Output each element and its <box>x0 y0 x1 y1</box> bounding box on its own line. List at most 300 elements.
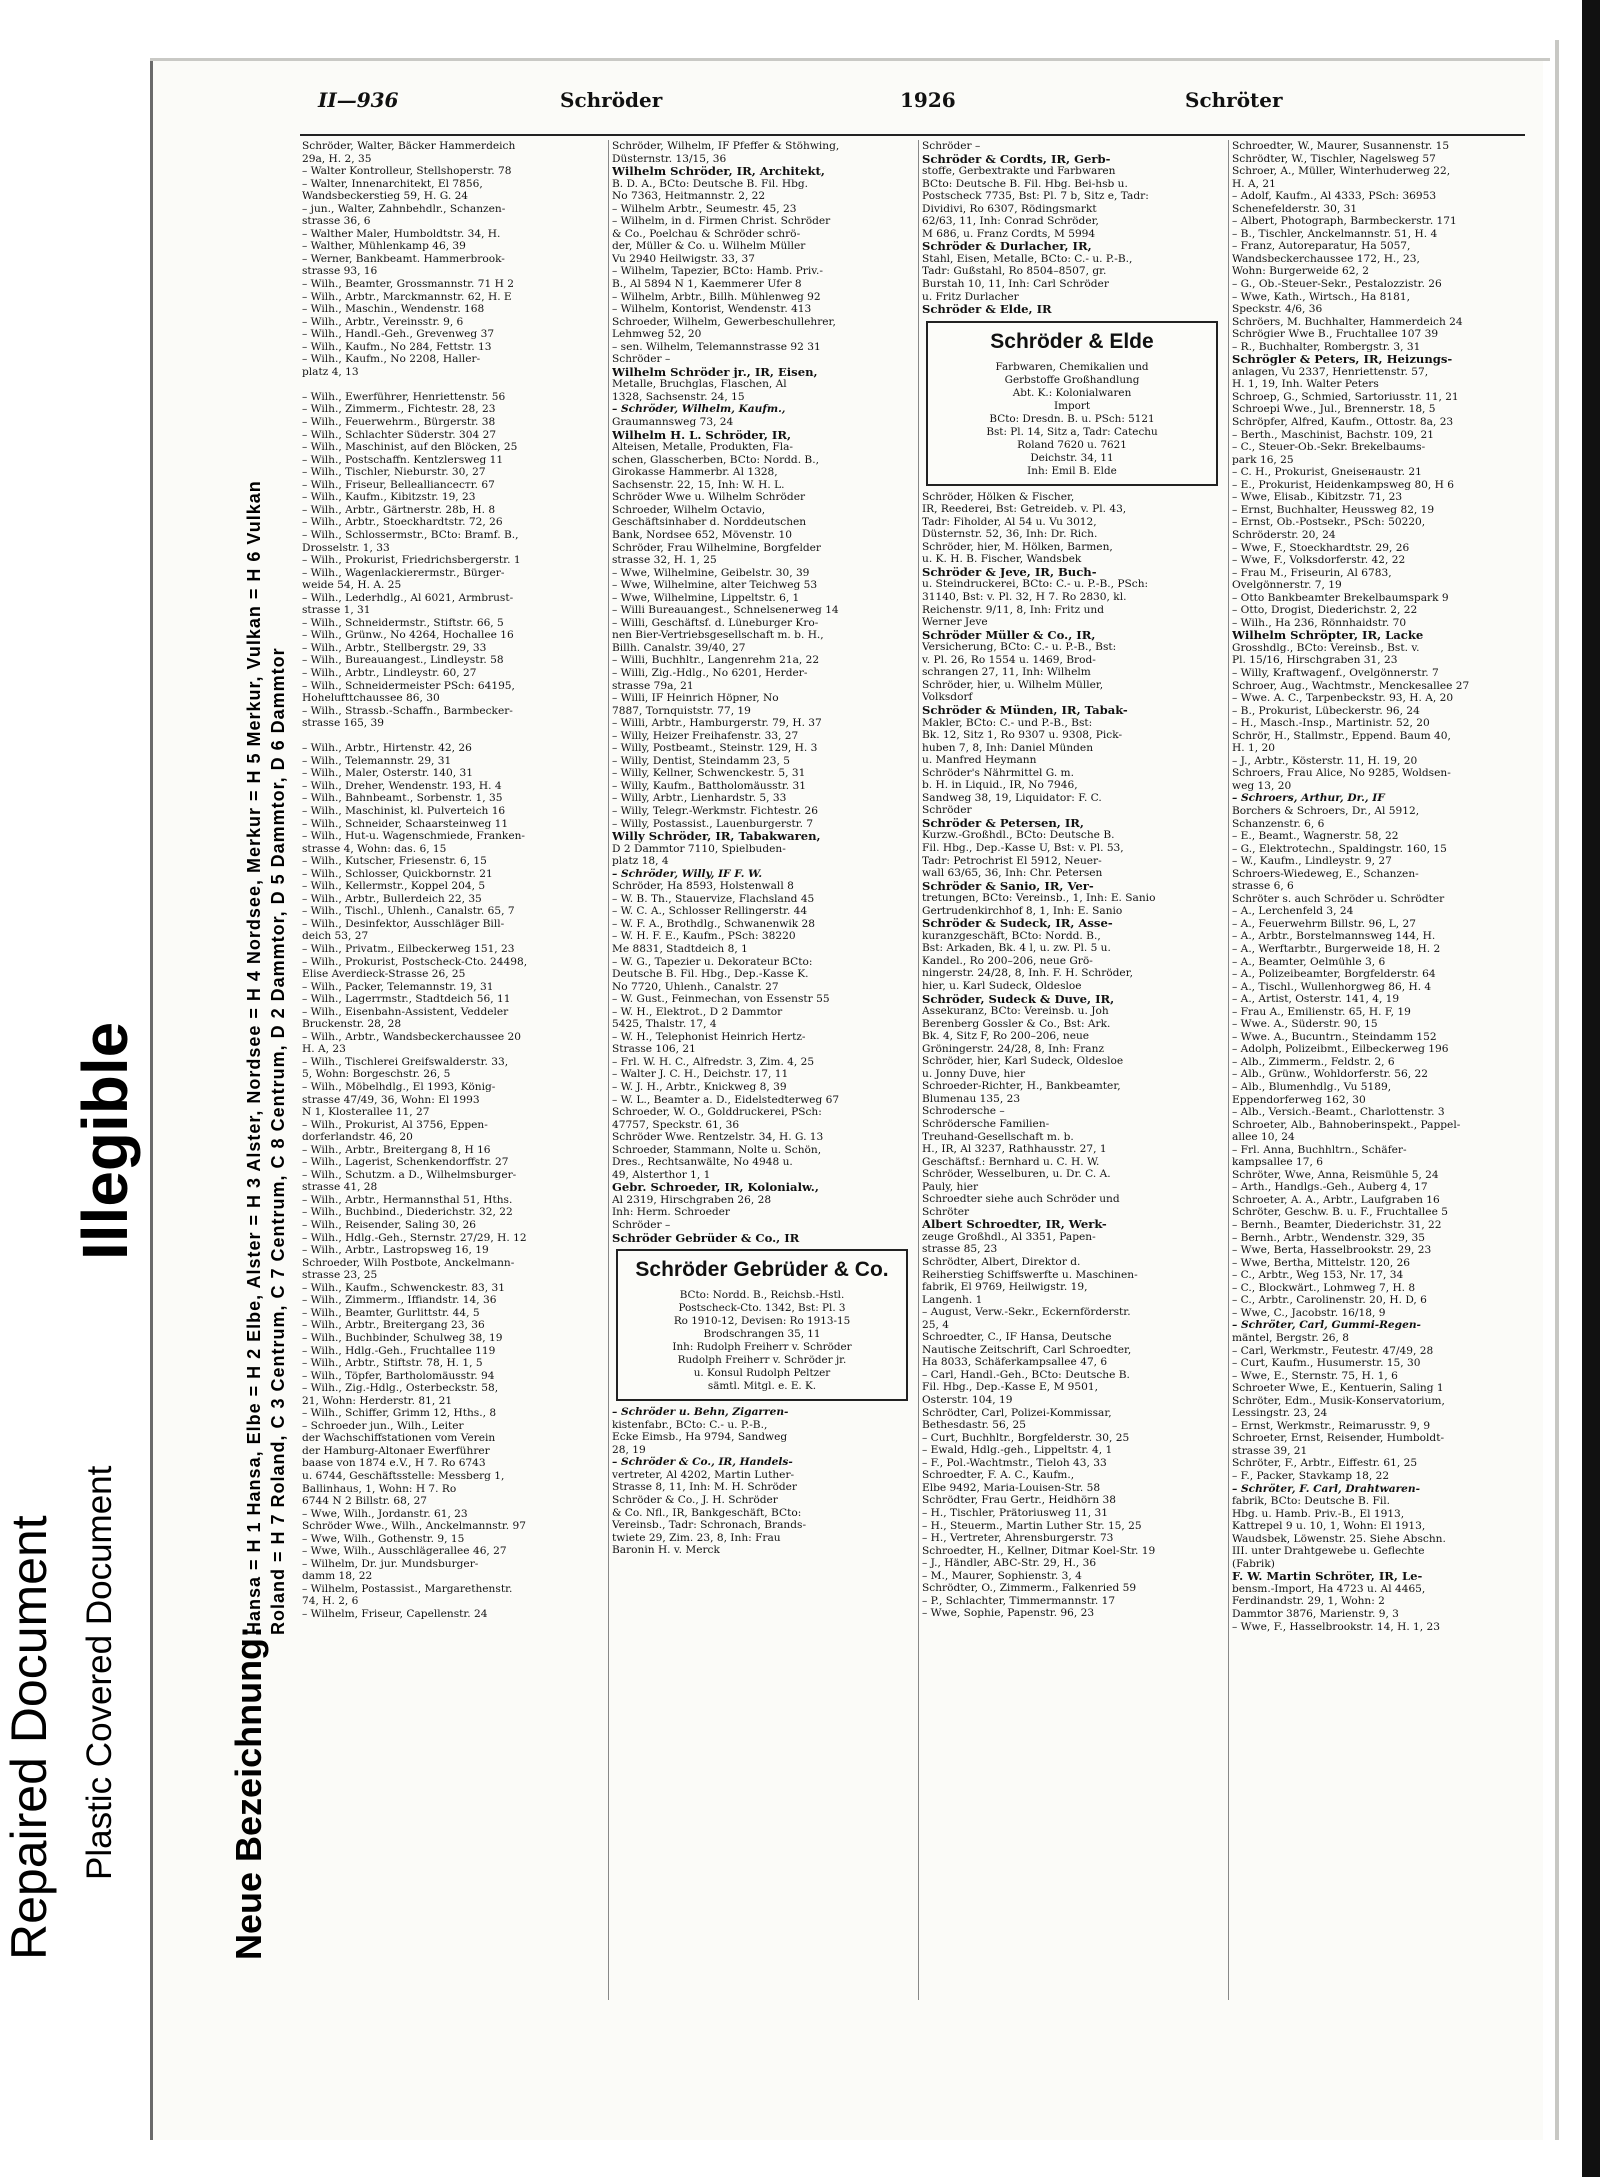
directory-entry-line: dorferlandstr. 46, 20 <box>302 1131 413 1144</box>
directory-entry-line: Vu 2940 Heilwigstr. 33, 37 <box>612 252 756 265</box>
directory-entry-line: Schroers-Wiedeweg, E., Schanzen- <box>1232 867 1419 880</box>
directory-entry-line: vertreter, Al 4202, Martin Luther- <box>612 1468 795 1481</box>
directory-entry-line: III. unter Drahtgewebe u. Geflechte <box>1232 1545 1425 1558</box>
directory-entry-line: – Wilh., Arbtr., Breitergang 23, 36 <box>302 1319 485 1332</box>
directory-entry-line: – Albert, Photograph, Barmbeckerstr. 171 <box>1232 215 1457 228</box>
directory-entry-line: – Willy, Kellner, Schwenckestr. 5, 31 <box>612 767 806 780</box>
directory-entry-line: bensm.-Import, Ha 4723 u. Al 4465, <box>1232 1582 1426 1595</box>
directory-entry-line: Schroepi Wwe., Jul., Brennerstr. 18, 5 <box>1232 403 1436 416</box>
directory-entry-line: strasse 165, 39 <box>302 717 385 730</box>
directory-entry-line: – R., Buchhalter, Rombergstr. 3, 31 <box>1232 340 1421 353</box>
directory-entry-line: – Wilh., Kaufm., No 284, Fettstr. 13 <box>302 340 492 353</box>
directory-entry-line: Schrödersche Familien- <box>922 1118 1050 1130</box>
directory-entry-line: – H., Steuerm., Martin Luther Str. 15, 25 <box>922 1519 1142 1532</box>
directory-entry-line: – Willy, Arbtr., Lienhardstr. 5, 33 <box>612 792 787 805</box>
directory-entry-line: – Bernh., Arbtr., Wendenstr. 329, 35 <box>1232 1231 1426 1244</box>
directory-entry-line: – Wilh., Schneider, Schaarsteinweg 11 <box>302 817 509 830</box>
directory-entry-line: kuranzgeschäft, BCto: Nordd. B., <box>922 929 1101 942</box>
directory-entry-line: schen, Glasscherben, BCto: Nordd. B., <box>612 453 819 466</box>
directory-entry-line: Schrödter, Frau Gertr., Heidhörn 38 <box>922 1494 1116 1507</box>
directory-entry-line: – Wilh., Arbtr., Wandsbeckerchaussee 20 <box>302 1030 522 1043</box>
directory-entry-line: Bst: Arkaden, Bk. 4 l, u. zw. Pl. 5 u. <box>922 942 1111 955</box>
ad-title: Schröder Gebrüder & Co. <box>635 1258 889 1282</box>
directory-entry-line: – A., Polizeibeamter, Borgfelderstr. 64 <box>1232 968 1436 981</box>
directory-entry-line: – Wilhelm, in d. Firmen Christ. Schröder <box>612 215 831 228</box>
directory-entry-line: – Wilhelm, Kontorist, Wendenstr. 413 <box>612 303 812 316</box>
directory-entry-line: – C., Arbtr., Carolinenstr. 20, H. D, 6 <box>1232 1294 1427 1307</box>
directory-entry-line: – Curt, Kaufm., Husumerstr. 15, 30 <box>1232 1357 1421 1370</box>
directory-entry-line: Gebr. Schroeder, IR, Kolonialw., <box>612 1181 819 1194</box>
directory-entry-line: – Wwe, Wilh., Gothenstr. 9, 15 <box>302 1532 465 1545</box>
directory-entry-line: – Wwe, Wilh., Ausschlägerallee 46, 27 <box>302 1545 507 1558</box>
directory-entry-line: – Wwe, F., Volksdorferstr. 42, 22 <box>1232 554 1406 567</box>
directory-entry-line: deich 53, 27 <box>302 930 369 943</box>
directory-entry-line: – Schroeder jun., Wilh., Leiter <box>302 1419 464 1432</box>
directory-entry-line: – Wilh., Arbtr., Lindleystr. 60, 27 <box>302 666 477 679</box>
directory-entry-line: strasse 32, H. 1, 25 <box>612 554 717 567</box>
directory-entry-line: – Otto Bankbeamter Brekelbaumspark 9 <box>1232 591 1449 604</box>
directory-entry-line: – Wwe, Wilhelmine, Lippeltstr. 6, 1 <box>612 591 800 604</box>
directory-entry-line: Versicherung, BCto: C.- u. P.-B., Bst: <box>922 641 1117 654</box>
directory-entry-line <box>302 730 602 743</box>
directory-entry-line: & Co. Nfl., IR, Bankgeschäft, BCto: <box>612 1506 802 1519</box>
directory-entry-line: Schroeter, Ernst, Reisender, Humboldt- <box>1232 1432 1445 1445</box>
directory-entry-line: – Wilh., Dreher, Wendenstr. 193, H. 4 <box>302 779 502 792</box>
directory-entry-line: Girokasse Hammerbr. Al 1328, <box>612 466 778 479</box>
directory-entry-line: Schröder, hier, u. Wilhelm Müller, <box>922 678 1104 691</box>
directory-entry-line: – Willy, Postbeamt., Steinstr. 129, H. 3 <box>612 742 818 755</box>
directory-entry-line: – Wilh., Kutscher, Friesenstr. 6, 15 <box>302 855 487 868</box>
directory-entry-line: F. W. Martin Schröter, IR, Le- <box>1232 1570 1423 1583</box>
ad-line: Bst: Pl. 14, Sitz a, Tadr: Catechu <box>986 425 1158 438</box>
directory-entry-line: – Walter Kontrolleur, Stellshoperstr. 78 <box>302 165 512 178</box>
directory-entry-line: – Wilh., Zig.-Hdlg., Osterbeckstr. 58, <box>302 1382 499 1395</box>
directory-entry-line: Schröder & Petersen, IR, <box>922 816 1084 830</box>
directory-entry-line: Gertrudenkirchhof 8, 1, Inh: E. Sanio <box>922 904 1123 917</box>
directory-entry-line: allee 10, 24 <box>1232 1131 1295 1144</box>
directory-entry-line: – Willy, Postassist., Lauenburgerstr. 7 <box>612 817 814 830</box>
directory-column-4 <box>1232 140 1527 2020</box>
directory-entry-line: – Wilh., Feuerwehrm., Bürgerstr. 38 <box>302 416 496 429</box>
directory-entry-line: – A., Feuerwehrm Billstr. 96, L, 27 <box>1232 917 1416 930</box>
directory-entry-line: – P., Schlachter, Timmermannstr. 17 <box>922 1594 1116 1607</box>
directory-entry-line: – Wwe, Berta, Hasselbrookstr. 29, 23 <box>1232 1244 1432 1257</box>
directory-entry-line: weg 13, 20 <box>1232 779 1292 792</box>
directory-entry-line: Burstah 10, 11, Inh: Carl Schröder <box>922 278 1109 291</box>
directory-entry-line: Schröder & Cordts, IR, Gerb- <box>922 152 1111 166</box>
ad-line: Gerbstoffe Großhandlung <box>1004 373 1140 386</box>
directory-entry-line: Schröder – <box>612 1219 671 1232</box>
directory-entry-line: Schroeter Wwe, E., Kentuerin, Saling 1 <box>1232 1382 1444 1395</box>
directory-entry-line: – Wwe, Wilhelmine, alter Teichweg 53 <box>612 579 818 592</box>
directory-entry-line: 5, Wohn: Borgeschstr. 26, 5 <box>302 1068 451 1081</box>
directory-entry-line: Schröter, Edm., Musik-Konservatorium, <box>1232 1394 1445 1407</box>
directory-entry-line: – Walter J. C. H., Deichstr. 17, 11 <box>612 1068 789 1081</box>
directory-entry-line: – Alb., Zimmerm., Feldstr. 2, 6 <box>1232 1055 1395 1068</box>
exchange-codes-line-1: Hansa = H 1 Hansa, Elbe = H 2 Elbe, Alster = H 3 Alster, Nordsee = H 4 Nordsee, Merkur = H 5 Merkur, Vulkan = H 6 Vulkan <box>244 480 264 1635</box>
directory-entry-line: Schroedter, W., Maurer, Susannenstr. 15 <box>1232 140 1450 152</box>
directory-entry-line: – Ernst, Ob.-Postsekr., PSch: 50220, <box>1232 516 1426 529</box>
directory-entry-line: H. 1, 20 <box>1232 742 1275 755</box>
directory-entry-line: Bank, Nordsee 652, Mövenstr. 10 <box>612 528 792 541</box>
directory-entry-line: tretungen, BCto: Vereinsb., 1, Inh: E. Sanio <box>922 892 1156 905</box>
directory-entry-line: Werner Jeve <box>922 616 988 629</box>
directory-entry-line: – Schröder, Willy, IF F. W. <box>612 867 763 880</box>
directory-entry-line: Kattrepel 9 u. 10, 1, Wohn: El 1913, <box>1232 1520 1426 1533</box>
directory-entry-line: Ecke Eimsb., Ha 9794, Sandweg <box>612 1431 788 1444</box>
directory-entry-line: – Ewald, Hdlg.-geh., Lippeltstr. 4, 1 <box>922 1444 1113 1457</box>
directory-entry-line: 6744 N 2 Billstr. 68, 27 <box>302 1495 428 1508</box>
directory-entry-line: – Frl. Anna, Buchhltrn., Schäfer- <box>1232 1143 1407 1156</box>
directory-entry-line: Düsternstr. 52, 36, Inh: Dr. Rich. <box>922 528 1098 541</box>
directory-entry-line: strasse 23, 25 <box>302 1269 378 1282</box>
directory-entry-line: Schroer, Aug., Wachtmstr., Menckesallee 27 <box>1232 679 1470 692</box>
directory-entry-line: H. 1, 19, Inh. Walter Peters <box>1232 378 1379 391</box>
directory-entry-line: strasse 4, Wohn: das. 6, 15 <box>302 842 447 855</box>
directory-entry-line: Alteisen, Metalle, Produkten, Fla- <box>612 441 793 454</box>
directory-entry-line: Gröningerstr. 24/28, 8, Inh: Franz <box>922 1042 1105 1055</box>
directory-entry-line: – Wilh., Maschinist, auf den Blöcken, 25 <box>302 441 518 454</box>
directory-entry-line: – Walter, Innenarchitekt, El 7856, <box>302 177 483 190</box>
directory-entry-line: IR, Reederei, Bst: Getreideb. v. Pl. 43, <box>922 503 1127 516</box>
directory-entry-line: platz 18, 4 <box>612 855 669 868</box>
directory-entry-line: – Wilh., Prokurist, Friedrichsbergerstr. 1 <box>302 554 521 567</box>
directory-entry-line: Schröder, hier, Karl Sudeck, Oldesloe <box>922 1055 1124 1068</box>
directory-entry-line: – W. L., Beamter a. D., Eidelstedterweg 67 <box>612 1093 840 1106</box>
directory-entry-line: Schröder, Frau Wilhelmine, Borgfelder <box>612 541 821 554</box>
directory-entry-line: – Wilh., Arbtr., Hirtenstr. 42, 26 <box>302 742 472 755</box>
directory-entry-line: – Adolph, Polizeibmt., Eilbeckerweg 196 <box>1232 1043 1449 1056</box>
directory-entry-line: Schröder Wwe. Rentzelstr. 34, H. G. 13 <box>612 1131 824 1144</box>
page-right-edge <box>1555 40 1559 2140</box>
directory-entry-line: Schroers, Frau Alice, No 9285, Woldsen- <box>1232 767 1451 780</box>
directory-entry-line: damm 18, 22 <box>302 1570 373 1583</box>
directory-entry-line: Berenberg Gossler & Co., Bst: Ark. <box>922 1017 1111 1030</box>
directory-entry-line: H. A, 21 <box>1232 177 1276 190</box>
directory-entry-line: – Adolf, Kaufm., Al 4333, PSch: 36953 <box>1232 190 1437 203</box>
directory-entry-line: Bk. 12, Sitz 1, Ro 9307 u. 9308, Pick- <box>922 729 1123 742</box>
directory-entry-line: Elise Averdieck-Strasse 26, 25 <box>302 968 466 981</box>
directory-entry-line: – Wilhelm, Tapezier, BCto: Hamb. Priv.- <box>612 265 823 278</box>
directory-entry-line: Schröder & Jeve, IR, Buch- <box>922 565 1097 579</box>
header-rule <box>300 134 1525 136</box>
directory-entry-line: – jun., Walter, Zahnbehdlr., Schanzen- <box>302 202 506 215</box>
directory-entry-line: Schrögler & Peters, IR, Heizungs- <box>1232 353 1453 366</box>
directory-entry-line: – H., Tischler, Prätoriusweg 11, 31 <box>922 1506 1108 1519</box>
directory-entry-line: – Carl, Handl.-Geh., BCto: Deutsche B. <box>922 1368 1130 1381</box>
directory-entry-line: – Arth., Handlgs.-Geh., Auberg 4, 17 <box>1232 1181 1428 1194</box>
directory-entry-line: – Curt, Buchhltr., Borgfelderstr. 30, 25 <box>922 1431 1130 1444</box>
directory-entry-line: 5425, Thalstr. 17, 4 <box>612 1018 717 1031</box>
directory-entry-line: Schröder, Sudeck & Duve, IR, <box>922 992 1115 1006</box>
directory-entry-line: Schenefelderstr. 30, 31 <box>1232 202 1358 215</box>
directory-entry-line: park 16, 25 <box>1232 453 1294 466</box>
directory-entry-line: strasse 1, 31 <box>302 604 371 617</box>
directory-entry-line: – Wilhelm, Dr. jur. Mundsburger- <box>302 1557 479 1570</box>
ad-line: Postscheck-Cto. 1342, Bst: Pl. 3 <box>678 1302 846 1315</box>
directory-entry-line: Borchers & Schroers, Dr., Al 5912, <box>1232 804 1420 817</box>
directory-entry-line: – Wilh., Ha 236, Rönnhaidstr. 70 <box>1232 616 1407 629</box>
directory-entry-line: Billh. Canalstr. 39/40, 27 <box>612 641 746 654</box>
directory-entry-line: – Wilh., Schutzm. a D., Wilhelmsburger- <box>302 1168 517 1181</box>
directory-entry-line: Grosshdlg., BCto: Vereinsb., Bst. v. <box>1232 641 1420 654</box>
directory-entry-line: – Schröder, Wilhelm, Kaufm., <box>612 403 786 416</box>
directory-entry-line: Schroeter, A. A., Arbtr., Laufgraben 16 <box>1232 1193 1440 1206</box>
directory-entry-line: Schrödter, W., Tischler, Nagelsweg 57 <box>1232 152 1436 165</box>
directory-entry-line: B. D. A., BCto: Deutsche B. Fil. Hbg. <box>612 177 809 190</box>
directory-entry-line: – C., Steuer-Ob.-Sekr. Brekelbaums- <box>1232 441 1426 454</box>
directory-entry-line: Schroeder, Stammann, Nolte u. Schön, <box>612 1143 822 1156</box>
directory-entry-line: Blumenau 135, 23 <box>922 1092 1021 1105</box>
directory-entry-line: Albert Schroedter, IR, Werk- <box>922 1218 1107 1231</box>
directory-entry-line: – Wilh., Friseur, Belleallianceстr. 67 <box>302 478 495 491</box>
directory-entry-line: – Willy, Kraftwagenf., Ovelgönnerstr. 7 <box>1232 666 1439 679</box>
directory-entry-line: – Wilh., Prokurist, Al 3756, Eppen- <box>302 1118 488 1131</box>
page-top-edge <box>150 58 1550 61</box>
directory-entry-line: – Wilh., Postschaffn. Kentzlersweg 11 <box>302 453 504 466</box>
directory-entry-line: schrangen 27, 11, Inh: Wilhelm <box>922 666 1091 679</box>
ad-line: BCto: Dresdn. B. u. PSch: 5121 <box>989 412 1155 425</box>
directory-entry-line: strasse 36, 6 <box>302 215 371 228</box>
directory-entry-line: strasse 41, 28 <box>302 1181 378 1194</box>
directory-entry-line: – Wilh., Maschin., Wendenstr. 168 <box>302 303 485 316</box>
directory-entry-line: – Wilh., Schiffer, Grimm 12, Hths., 8 <box>302 1407 497 1420</box>
directory-entry-line: – Wilh., Kaufm., No 2208, Haller- <box>302 353 481 366</box>
directory-entry-line: – Wilh., Tischlerei Greifswalderstr. 33, <box>302 1055 509 1068</box>
directory-entry-line: – W. H., Elektrot., D 2 Dammtor <box>612 1005 783 1018</box>
directory-entry-line: Pl. 15/16, Hirschgraben 31, 23 <box>1232 654 1398 667</box>
directory-entry-line: Me 8831, Stadtdeich 8, 1 <box>612 943 748 955</box>
directory-entry-line: M 686, u. Franz Cordts, M 5994 <box>922 227 1096 240</box>
directory-entry-line: – Wwe, Elisab., Kibitzstr. 71, 23 <box>1232 491 1403 504</box>
directory-entry-line: – A., Arbtr., Borstelmannsweg 144, H. <box>1232 930 1436 943</box>
directory-entry-line: – Alb., Grünw., Wohldorferstr. 56, 22 <box>1232 1068 1428 1081</box>
exchange-codes-line-2: Roland = H 7 Roland, C 3 Centrum, C 7 Centrum, C 8 Centrum, D 2 Dammtor, D 5 Dammtor, D 6 Dammtor <box>268 647 288 1635</box>
directory-entry-line: Bethesdastr. 56, 25 <box>922 1419 1026 1432</box>
directory-entry-line: u. Steindruckerei, BCto: C.- u. P.-B., PSch: <box>922 578 1149 591</box>
directory-entry-line: Schröder Gebrüder & Co., IR <box>612 1231 800 1245</box>
directory-entry-line: No 7363, Heitmannstr. 2, 22 <box>612 190 766 203</box>
directory-entry-line: wall 63/65, 36, Inh: Chr. Petersen <box>922 867 1103 880</box>
ad-line: Rudolph Freiherr v. Schröder jr. <box>677 1354 847 1367</box>
directory-entry-line: Treuhand-Gesellschaft m. b. <box>922 1130 1074 1143</box>
illegible-label: Illegible <box>69 1021 141 1260</box>
directory-entry-line: Schröder's Nährmittel G. m. <box>922 766 1074 779</box>
directory-entry-line: – Wilh., Beamter, Gurlittstr. 44, 5 <box>302 1306 480 1319</box>
directory-entry-line: Strasse 106, 21 <box>612 1043 696 1056</box>
directory-entry-line: – Wilh., Bureauangest., Lindleystr. 58 <box>302 654 504 667</box>
directory-entry-line: Schrödter, Carl, Polizei-Kommissar, <box>922 1406 1112 1419</box>
directory-entry-line: – Wilh., Arbtr., Bullerdeich 22, 35 <box>302 892 482 905</box>
directory-entry-line: 62/63, 11, Inh: Conrad Schröder, <box>922 215 1099 228</box>
directory-entry-line: – Ernst, Werkmstr., Reimarusstr. 9, 9 <box>1232 1419 1431 1432</box>
directory-entry-line: Lehmweg 52, 20 <box>612 328 702 341</box>
column-divider <box>918 140 919 2000</box>
directory-entry-line: nen Bier-Vertriebsgesellschaft m. b. H., <box>612 629 824 642</box>
directory-entry-line: – A., Lerchenfeld 3, 24 <box>1232 905 1354 918</box>
directory-entry-line: – Wwe, Bertha, Mittelstr. 120, 26 <box>1232 1256 1411 1269</box>
directory-entry-line: Schroeder, W. O., Golddruckerei, PSch: <box>612 1106 822 1119</box>
directory-entry-line: 29a, H. 2, 35 <box>302 152 372 165</box>
directory-entry-line: u. 6744, Geschäftsstelle: Messberg 1, <box>302 1469 505 1482</box>
directory-column-3 <box>922 140 1222 2020</box>
directory-entry-line: – Wilh., Handl.-Geh., Grevenweg 37 <box>302 328 495 341</box>
directory-entry-line: Schrödter, O., Zimmerm., Falkenried 59 <box>922 1582 1137 1595</box>
directory-entry-line: Osterstr. 104, 19 <box>922 1394 1013 1407</box>
directory-entry-line: Schröter, Wwe, Anna, Reismühle 5, 24 <box>1232 1168 1439 1181</box>
ad-title: Schröder & Elde <box>990 329 1154 353</box>
directory-entry-line: Willy Schröder, IR, Tabakwaren, <box>612 830 821 843</box>
header-left-word: Schröder <box>560 88 663 112</box>
directory-entry-line: – Wilh., Arbtr., Vereinsstr. 9, 6 <box>302 315 464 328</box>
directory-entry-line: Nautische Zeitschrift, Carl Schroedter, <box>922 1343 1132 1356</box>
directory-entry-line: – Wilh., Reisender, Saling 30, 26 <box>302 1219 476 1232</box>
directory-entry-line: – Willi, Zig.-Hdlg., No 6201, Herder- <box>612 666 808 679</box>
directory-entry-line: strasse 93, 16 <box>302 265 378 278</box>
directory-entry-line: b. H. in Liquid., IR, No 7946, <box>922 779 1078 792</box>
directory-entry-line: Schroer, A., Müller, Winterhuderweg 22, <box>1232 165 1451 178</box>
directory-entry-line: u. K. H. B. Fischer, Wandsbek <box>922 553 1082 566</box>
ad-line: Brodschrangen 35, 11 <box>703 1328 821 1341</box>
directory-entry-line: – Wilh., Ewerführer, Henriettenstr. 56 <box>302 390 506 403</box>
page-number: II—936 <box>318 88 399 112</box>
directory-entry-line: – Wilh., Arbtr., Breitergang 8, H 16 <box>302 1143 491 1156</box>
directory-entry-line: 21, Wohn: Herderstr. 81, 21 <box>302 1394 453 1407</box>
directory-entry-line: H. A, 23 <box>302 1043 346 1056</box>
directory-entry-line: – Wilh., Lederhdlg., Al 6021, Armbrust- <box>302 591 514 604</box>
directory-entry-line: Drosselstr. 1, 33 <box>302 541 390 554</box>
directory-entry-line: – Alb., Blumenhdlg., Vu 5189, <box>1232 1081 1392 1094</box>
directory-entry-line: Kurzw.-Großhdl., BCto: Deutsche B. <box>922 829 1115 842</box>
directory-entry-line: Schröder & Co., J. H. Schröder <box>612 1493 778 1506</box>
directory-entry-line: – Bernh., Beamter, Diederichstr. 31, 22 <box>1232 1219 1442 1232</box>
directory-entry-line: fabrik, El 9769, Heilwigstr. 19, <box>922 1281 1088 1294</box>
directory-entry-line: D 2 Dammtor 7110, Spielbuden- <box>612 842 786 855</box>
directory-entry-line: platz 4, 13 <box>302 365 359 378</box>
directory-entry-line: Schröder, Walter, Bäcker Hammerdeich <box>302 140 516 152</box>
directory-entry-line: – Willi, IF Heinrich Höpner, No <box>612 692 779 705</box>
directory-entry-line: Schröder, Ha 8593, Holstenwall 8 <box>612 880 794 893</box>
header-year: 1926 <box>900 88 956 112</box>
ad-line: Roland 7620 u. 7621 <box>1017 438 1127 451</box>
directory-entry-line: Ferdinandstr. 29, 1, Wohn: 2 <box>1232 1595 1385 1608</box>
directory-entry-line: Tadr: Fiholder, Al 54 u. Vu 3012, <box>922 515 1097 528</box>
directory-entry-line: u. Manfred Heymann <box>922 754 1037 767</box>
directory-entry-line: – F., Pol.-Wachtmstr., Tieloh 43, 33 <box>922 1456 1107 1469</box>
directory-entry-line: B., Al 5894 N 1, Kaemmerer Ufer 8 <box>612 278 802 291</box>
directory-entry-line: – Willi, Arbtr., Hamburgerstr. 79, H. 37 <box>612 717 822 730</box>
directory-entry-line: – Willi, Geschäftsf. d. Lüneburger Kro- <box>612 616 819 629</box>
directory-entry-line: strasse 47/49, 36, Wohn: El 1993 <box>302 1093 480 1106</box>
directory-entry-line: Schröder Wwe u. Wilhelm Schröder <box>612 491 806 504</box>
directory-entry-line: Wilhelm Schröpter, IR, Lacke <box>1232 629 1424 642</box>
directory-entry-line: – Walther Maler, Humboldtstr. 34, H. <box>302 227 501 240</box>
directory-entry-line: BCto: Deutsche B. Fil. Hbg. Bei-hsb u. <box>922 177 1128 190</box>
directory-entry-line: – W. Gust., Feinmechan, von Essenstr 55 <box>612 993 830 1006</box>
ad-line: Import <box>1053 399 1090 412</box>
directory-entry-line: – J., Arbtr., Kösterstr. 11, H. 19, 20 <box>1232 754 1418 767</box>
directory-entry-line: Schröder, Hölken & Fischer, <box>922 490 1075 503</box>
directory-entry-line: Schrör, H., Stallmstr., Eppend. Baum 40, <box>1232 729 1451 742</box>
directory-entry-line: Schrodersche – <box>922 1105 1005 1118</box>
ad-line: BCto: Nordd. B., Reichsb.-Hstl. <box>679 1289 845 1302</box>
directory-entry-line: – B., Prokurist, Lübeckerstr. 96, 24 <box>1232 704 1420 717</box>
directory-entry-line: – Wilh., Bahnbeamt., Sorbenstr. 1, 35 <box>302 792 503 805</box>
directory-entry-line: – Wilh., Buchbinder, Schulweg 38, 19 <box>302 1331 503 1344</box>
directory-entry-line: Schröder – <box>922 140 981 152</box>
directory-entry-line: kistenfabr., BCto: C.- u. P.-B., <box>612 1418 768 1431</box>
directory-entry-line: – Wwe, Wilhelmine, Geibelstr. 30, 39 <box>612 566 810 579</box>
directory-entry-line: – Wilh., Wagenlackierermstr., Bürger- <box>302 566 505 579</box>
directory-entry-line: Schröter, Geschw. B. u. F., Fruchtallee 5 <box>1232 1206 1448 1219</box>
directory-entry-line: der Hamburg-Altonaer Ewerführer <box>302 1444 490 1457</box>
directory-entry-line: Langenh. 1 <box>922 1293 983 1306</box>
directory-column-2 <box>612 140 912 2020</box>
directory-entry-line: – Willy, Heizer Freihafenstr. 33, 27 <box>612 729 799 742</box>
directory-entry-line: – Wwe, Kath., Wirtsch., Ha 8181, <box>1232 290 1410 303</box>
directory-entry-line: – Wilh., Schlossermstr., BCto: Bramf. B., <box>302 528 519 541</box>
directory-entry-line: Metalle, Bruchglas, Flaschen, Al <box>612 378 787 391</box>
directory-entry-line: u. Fritz Durlacher <box>922 290 1019 303</box>
ad-line: Abt. K.: Kolonialwaren <box>1012 386 1132 399</box>
directory-entry-line: – Schroers, Arthur, Dr., IF <box>1232 792 1385 805</box>
directory-entry-line: – H., Masch.-Insp., Martinistr. 52, 20 <box>1232 717 1430 730</box>
directory-entry-line: – Wilh., Arbtr., Stiftstr. 78, H. 1, 5 <box>302 1357 483 1370</box>
directory-entry-line: – C., Blockwärt., Lohmweg 7, H. 8 <box>1232 1281 1416 1294</box>
directory-entry-line: – Wilh., Buchbind., Diederichstr. 32, 22 <box>302 1206 513 1219</box>
directory-entry-line: twiete 29, Zim. 23, 8, Inh: Frau <box>612 1531 781 1544</box>
directory-entry-line: Schroeder, Wilhelm, Gewerbeschullehrer, <box>612 315 836 328</box>
directory-entry-line: Tadr: Gußstahl, Ro 8504–8507, gr. <box>922 265 1107 278</box>
directory-entry-line: – Wilh., Möbelhdlg., El 1993, König- <box>302 1081 496 1094</box>
directory-entry-line: – Wwe, Sophie, Papenstr. 96, 23 <box>922 1607 1095 1620</box>
directory-entry-line: – Wilh., Zimmerm., Iffiandstr. 14, 36 <box>302 1294 497 1307</box>
directory-entry-line: – Schröter, F. Carl, Drahtwaren- <box>1232 1482 1420 1495</box>
directory-entry-line: weide 54, H. A. 25 <box>302 579 402 592</box>
directory-entry-line: – Wilh., Maler, Osterstr. 140, 31 <box>302 767 473 780</box>
repaired-document-label: Repaired Document <box>1 1515 57 1960</box>
directory-entry-line: – C. H., Prokurist, Gneiseнаustr. 21 <box>1232 466 1422 479</box>
directory-entry-line: – Wwe, F., Hasselbrookstr. 14, H. 1, 23 <box>1232 1620 1441 1633</box>
directory-entry-line: Sandweg 38, 19, Liquidator: F. C. <box>922 791 1102 804</box>
directory-entry-line: hier, u. Karl Sudeck, Oldesloe <box>922 979 1082 992</box>
directory-entry-line: anlagen, Vu 2337, Henriettenstr. 57, <box>1232 365 1429 378</box>
directory-entry-line: – A., Werftarbtr., Burgerweide 18, H. 2 <box>1232 943 1441 955</box>
directory-entry-line: – W. B. Th., Stauervize, Flachsland 45 <box>612 892 815 905</box>
directory-entry-line: Schroedter, F. A. C., Kaufm., <box>922 1469 1075 1482</box>
directory-entry-line: Schrödter, Albert, Direktor d. <box>922 1256 1081 1269</box>
directory-entry-line: der Wachschiffstationen vom Verein <box>302 1432 496 1445</box>
directory-entry-line: – W. J. H., Arbtr., Knickweg 8, 39 <box>612 1081 787 1094</box>
directory-entry-line: – Wwe. A. C., Tarpenbeckstr. 93, H. A, 20 <box>1232 692 1454 705</box>
directory-entry-line: – Frau A., Emilienstr. 65, H. F, 19 <box>1232 1005 1411 1018</box>
directory-entry-line: – Wilh., Arbtr., Stellbergstr. 29, 33 <box>302 641 487 654</box>
directory-entry-line: Ballinhaus, 1, Wohn: H 7. Ro <box>302 1482 457 1495</box>
directory-entry-line: – Wilh., Schneidermstr., Stiftstr. 66, 5 <box>302 616 504 629</box>
directory-entry-line: – Ernst, Buchhalter, Heussweg 82, 19 <box>1232 503 1435 516</box>
directory-entry-line: – Frau M., Friseurin, Al 6783, <box>1232 566 1392 579</box>
directory-entry-line: Fil. Hbg., Dep.-Kasse E, M 9501, <box>922 1381 1099 1394</box>
directory-entry-line: – Wilh., Packer, Telemannstr. 19, 31 <box>302 980 494 993</box>
directory-entry-line: Assekuranz, BCto: Vereinsb. u. Joh <box>922 1005 1109 1018</box>
directory-entry-line: – G., Ob.-Steuer-Sekr., Pestalozzistr. 26 <box>1232 278 1442 291</box>
directory-entry-line: Postscheck 7735, Bst: Pl. 7 b, Sitz e, Tadr: <box>922 190 1149 203</box>
directory-entry-line: Schrögier Wwe B., Fruchtallee 107 39 <box>1232 328 1439 341</box>
directory-entry-line: – F., Packer, Stavkamp 18, 22 <box>1232 1469 1390 1482</box>
directory-entry-line: v. Pl. 26, Ro 1554 u. 1469, Brod- <box>922 653 1096 666</box>
directory-entry-line: – sen. Wilhelm, Telemannstrasse 92 31 <box>612 340 821 353</box>
directory-entry-line: – A., Tischl., Wullenhorgweg 86, H. 4 <box>1232 980 1432 993</box>
